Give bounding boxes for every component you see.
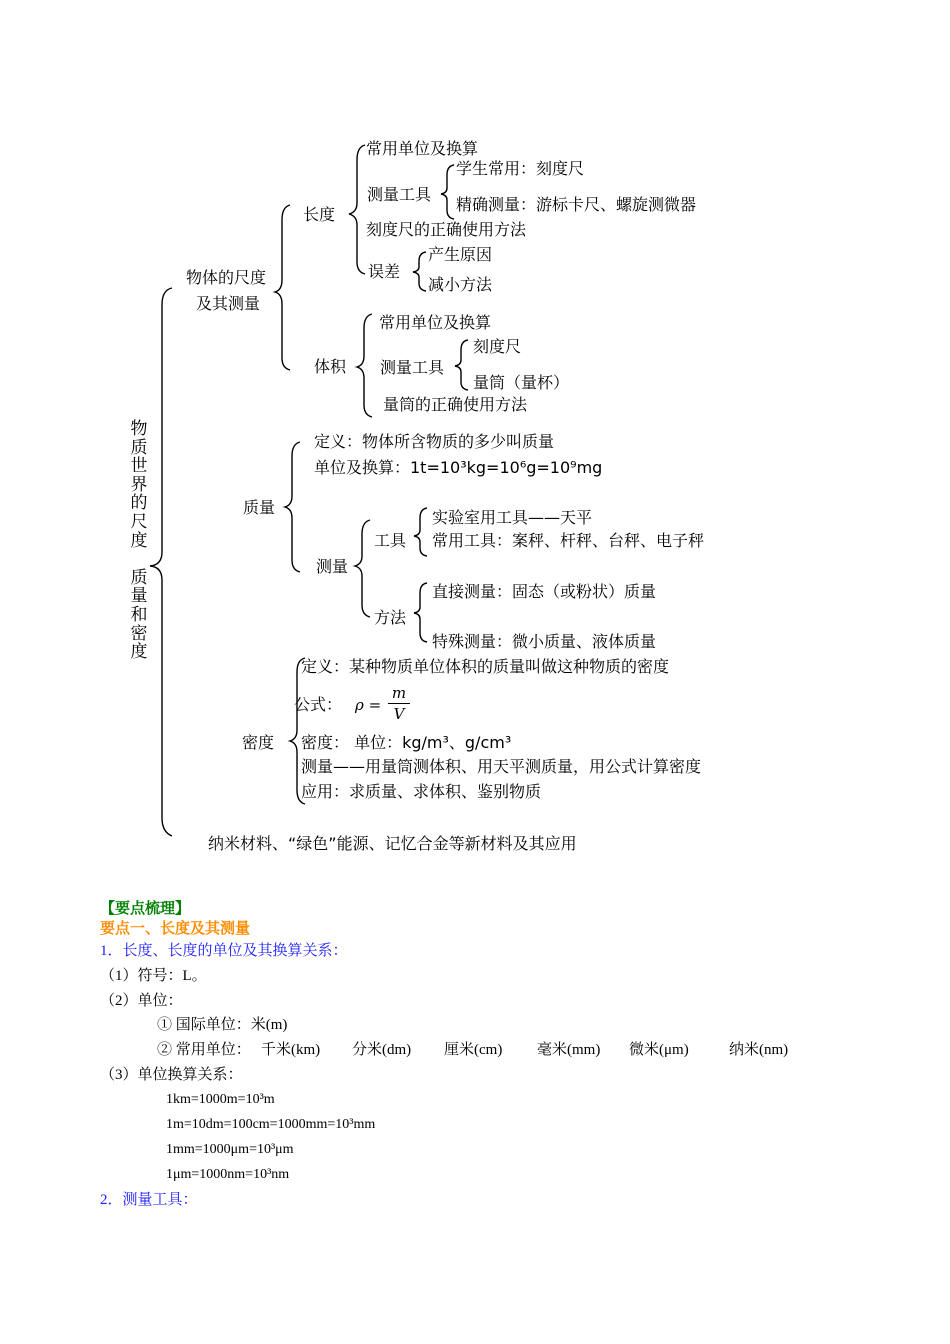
formula-denominator: V	[393, 705, 405, 723]
mass-method-label: 方法	[374, 608, 407, 627]
fraction-bar	[388, 703, 410, 704]
item2-heading: 2．测量工具：	[100, 1192, 198, 1208]
mass-label: 质量	[243, 498, 276, 517]
length-brace	[349, 145, 365, 274]
root-title-vertical	[128, 420, 150, 662]
volume-tool-cylinder: 量筒（量杯）	[473, 373, 570, 392]
length-tools-brace	[441, 165, 454, 219]
size-brace	[275, 205, 290, 370]
formula-label: 公式：	[294, 695, 343, 714]
ruler-usage: 刻度尺的正确使用方法	[366, 220, 527, 239]
length-tools-label: 测量工具	[367, 185, 432, 204]
conversion-m: 1m=10dm=100cm=1000mm=10³mm	[166, 1117, 376, 1132]
root-title-char: 度	[130, 530, 148, 551]
volume-units: 常用单位及换算	[379, 313, 492, 332]
formula-fraction	[388, 684, 410, 723]
symbol-line: （1）符号：L。	[100, 968, 207, 984]
unit-heading: （2）单位：	[100, 993, 183, 1009]
density-units: 密度： 单位：kg/m³、g/cm³	[301, 733, 512, 752]
common-units-label: ② 常用单位：	[157, 1042, 251, 1058]
root-title-char: 尺	[130, 511, 148, 532]
measure-brace	[355, 520, 370, 617]
density-label: 密度	[242, 733, 275, 752]
root-title-char: 量	[130, 586, 148, 607]
error-label: 误差	[368, 262, 401, 281]
length-units: 常用单位及换算	[366, 139, 479, 158]
root-title-char: 物	[130, 419, 148, 439]
root-title-char: 和	[130, 604, 148, 625]
error-cause: 产生原因	[428, 245, 493, 264]
lab-tool: 实验室用工具——天平	[432, 508, 593, 527]
formula-numerator: m	[391, 684, 407, 702]
conversion-km: 1km=1000m=10³m	[166, 1092, 275, 1107]
special-measure: 特殊测量：微小质量、液体质量	[432, 632, 657, 651]
density-application: 应用：求质量、求体积、鉴别物质	[301, 782, 542, 801]
unit-dm: 分米(dm)	[352, 1042, 412, 1058]
mass-units: 单位及换算：1t=10³kg=10⁶g=10⁹mg	[314, 458, 603, 477]
size-title-line1: 物体的尺度	[186, 268, 267, 287]
root-title-char: 质	[130, 437, 148, 458]
root-title-char: 密	[130, 623, 148, 644]
conversion-heading: （3）单位换算关系：	[100, 1067, 243, 1083]
density-measure: 测量——用量筒测体积、用天平测质量，用公式计算密度	[301, 757, 702, 776]
unit-mm: 毫米(mm)	[537, 1042, 601, 1058]
volume-tools-brace	[455, 340, 468, 390]
cylinder-usage: 量筒的正确使用方法	[383, 395, 528, 414]
root-brace	[150, 288, 172, 836]
new-materials: 纳米材料、“绿色”能源、记忆合金等新材料及其应用	[208, 834, 577, 853]
root-title-char: 界	[130, 474, 148, 495]
formula-rho: ρ =	[355, 696, 382, 714]
mass-definition: 定义：物体所含物质的多少叫质量	[314, 432, 555, 451]
unit-nm: 纳米(nm)	[729, 1042, 789, 1058]
root-title-char: 质	[130, 567, 148, 588]
length-tool-precise: 精确测量：游标卡尺、螺旋测微器	[456, 195, 697, 214]
size-title-line2: 及其测量	[196, 294, 261, 313]
volume-brace	[357, 314, 372, 417]
conversion-um: 1μm=1000nm=10³nm	[166, 1167, 290, 1182]
common-tools: 常用工具：案秤、杆秤、台秤、电子秤	[432, 531, 705, 550]
length-tool-student: 学生常用：刻度尺	[456, 159, 585, 178]
unit-um: 微米(μm)	[629, 1042, 689, 1058]
root-title-char: 度	[130, 642, 148, 663]
method-brace	[414, 583, 427, 642]
root-title-char: 世	[130, 456, 148, 477]
volume-label: 体积	[314, 357, 347, 376]
error-brace	[413, 252, 426, 291]
tools-brace	[414, 508, 427, 556]
mass-brace	[285, 442, 300, 572]
error-reduce: 减小方法	[428, 275, 493, 294]
density-definition: 定义：某种物质单位体积的质量叫做这种物质的密度	[301, 657, 670, 676]
mass-tools-label: 工具	[374, 531, 407, 550]
unit-cm: 厘米(cm)	[444, 1042, 503, 1058]
direct-measure: 直接测量：固态（或粉状）质量	[432, 582, 657, 601]
mass-measure-label: 测量	[316, 557, 349, 576]
section-heading: 【要点梳理】	[100, 901, 191, 917]
point1-heading: 要点一、长度及其测量	[100, 921, 251, 937]
volume-tools-label: 测量工具	[380, 358, 445, 377]
conversion-mm: 1mm=1000μm=10³μm	[166, 1142, 294, 1157]
item1-heading: 1．长度、长度的单位及其换算关系：	[100, 943, 348, 959]
root-title-char	[128, 550, 150, 569]
si-unit: ① 国际单位：米(m)	[157, 1017, 288, 1033]
unit-km: 千米(km)	[261, 1042, 321, 1058]
volume-tool-ruler: 刻度尺	[473, 337, 522, 356]
root-title-char: 的	[130, 493, 148, 514]
length-label: 长度	[303, 205, 336, 224]
